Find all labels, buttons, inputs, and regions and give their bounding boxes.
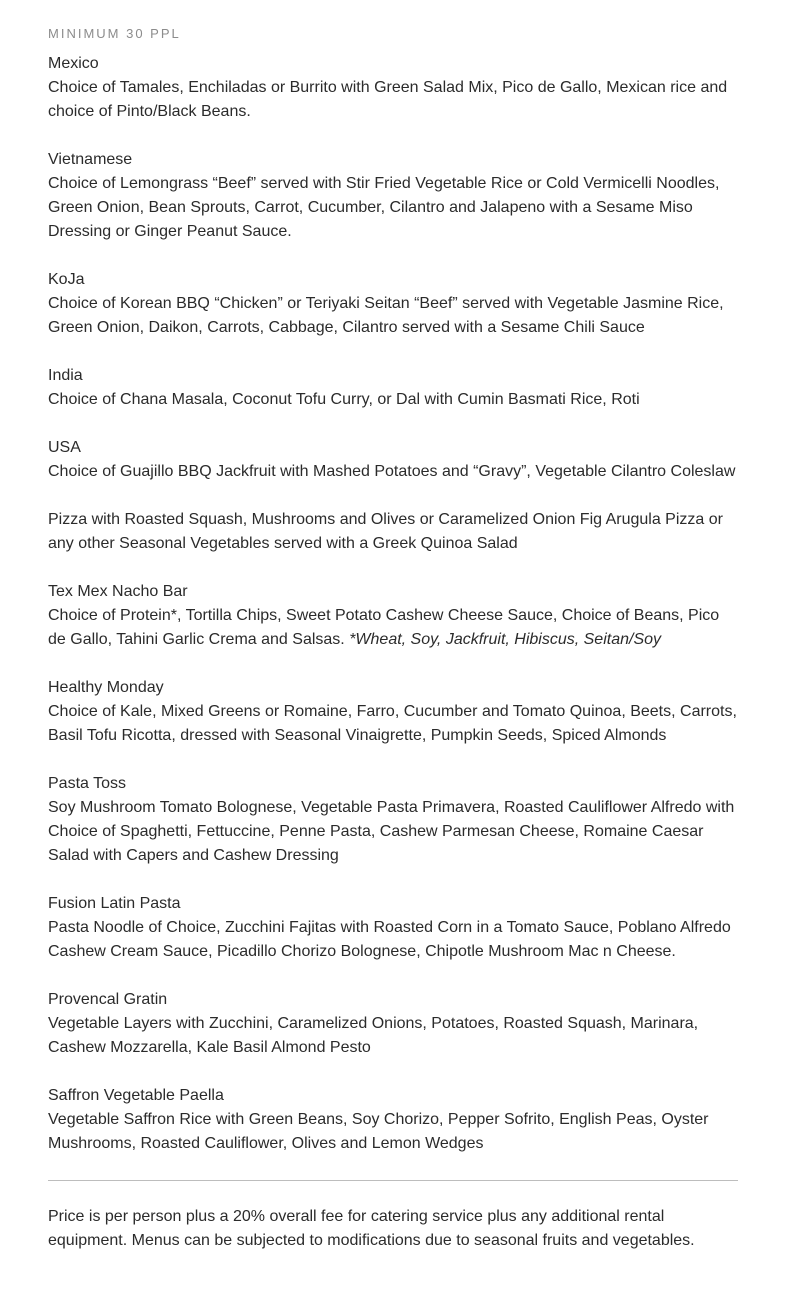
menu-item-description: Choice of Protein*, Tortilla Chips, Sweet Potato Cashew Cheese Sauce, Choice of Beans, Pico de Gallo, Tahini Garlic Crema and Salsas.: [48, 607, 720, 648]
menu-item-description: Vegetable Layers with Zucchini, Caramelized Onions, Potatoes, Roasted Squash, Marinara, Cashew Mozzarella, Kale Basil Almond Pesto: [48, 1015, 699, 1056]
menu-item-koja: [48, 268, 738, 340]
menu-item-tex-mex-nacho-bar: [48, 580, 738, 652]
protein-options-note: *Wheat, Soy, Jackfruit, Hibiscus, Seitan/Soy: [349, 631, 662, 648]
pricing-note: Price is per person plus a 20% overall fee for catering service plus any additional rental equipment. Menus can be subjected to modifications due to seasonal fruits and vegetables.: [48, 1208, 695, 1249]
menu-item-mexico: [48, 52, 738, 124]
menu-item-name: Saffron Vegetable Paella: [48, 1087, 224, 1104]
menu-item-description: Soy Mushroom Tomato Bolognese, Vegetable Pasta Primavera, Roasted Cauliflower Alfredo with Choice of Spaghetti, Fettuccine, Penne Pasta, Cashew Parmesan Cheese, Romaine Caesar Salad with Capers and Cashew Dressing: [48, 799, 735, 864]
menu-item-description: Vegetable Saffron Rice with Green Beans, Soy Chorizo, Pepper Sofrito, English Peas, Oyster Mushrooms, Roasted Cauliflower, Olives and Lemon Wedges: [48, 1111, 709, 1152]
menu-item-provencal-gratin: [48, 988, 738, 1060]
menu-item-name: Healthy Monday: [48, 679, 164, 696]
menu-item-healthy-monday: [48, 676, 738, 748]
menu-item-description: Choice of Lemongrass “Beef” served with Stir Fried Vegetable Rice or Cold Vermicelli Noodles, Green Onion, Bean Sprouts, Carrot, Cucumber, Cilantro and Jalapeno with a Sesame Miso Dressing or Ginger Peanut Sauce.: [48, 175, 720, 240]
menu-item-name: India: [48, 367, 83, 384]
menu-item-name: Mexico: [48, 55, 99, 72]
menu-item-usa: [48, 436, 738, 484]
section-divider: [48, 1180, 738, 1181]
menu-item-name: Provencal Gratin: [48, 991, 168, 1008]
menu-item-name: Vietnamese: [48, 151, 133, 168]
menu-item-description: Choice of Guajillo BBQ Jackfruit with Mashed Potatoes and “Gravy”, Vegetable Cilantro Coleslaw: [48, 463, 736, 480]
menu-item-name: Tex Mex Nacho Bar: [48, 583, 188, 600]
menu-page: [48, 24, 738, 1253]
menu-item-fusion-latin-pasta: [48, 892, 738, 964]
menu-item-name: KoJa: [48, 271, 85, 288]
menu-item-name: USA: [48, 439, 81, 456]
menu-item-description: Choice of Chana Masala, Coconut Tofu Curry, or Dal with Cumin Basmati Rice, Roti: [48, 391, 640, 408]
menu-item-description: Choice of Tamales, Enchiladas or Burrito with Green Salad Mix, Pico de Gallo, Mexican rice and choice of Pinto/Black Beans.: [48, 79, 728, 120]
menu-item-description: Choice of Kale, Mixed Greens or Romaine, Farro, Cucumber and Tomato Quinoa, Beets, Carrots, Basil Tofu Ricotta, dressed with Seasonal Vinaigrette, Pumpkin Seeds, Spiced Almonds: [48, 703, 737, 744]
menu-item-description-wrapper: [48, 604, 738, 652]
menu-item-name: Pasta Toss: [48, 775, 126, 792]
menu-item-india: [48, 364, 738, 412]
menu-item-description: Choice of Korean BBQ “Chicken” or Teriyaki Seitan “Beef” served with Vegetable Jasmine Rice, Green Onion, Daikon, Carrots, Cabbage, Cilantro served with a Sesame Chili Sauce: [48, 295, 724, 336]
menu-item-pizza: [48, 508, 738, 556]
minimum-order-label: MINIMUM 30 PPL: [48, 26, 181, 41]
menu-item-description: Pasta Noodle of Choice, Zucchini Fajitas with Roasted Corn in a Tomato Sauce, Poblano Alfredo Cashew Cream Sauce, Picadillo Chorizo Bolognese, Chipotle Mushroom Mac n Cheese.: [48, 919, 731, 960]
menu-item-name: Fusion Latin Pasta: [48, 895, 181, 912]
menu-item-description: Pizza with Roasted Squash, Mushrooms and Olives or Caramelized Onion Fig Arugula Pizza or any other Seasonal Vegetables served with a Greek Quinoa Salad: [48, 511, 723, 552]
menu-item-vietnamese: [48, 148, 738, 244]
menu-item-pasta-toss: [48, 772, 738, 868]
menu-item-saffron-vegetable-paella: [48, 1084, 738, 1156]
